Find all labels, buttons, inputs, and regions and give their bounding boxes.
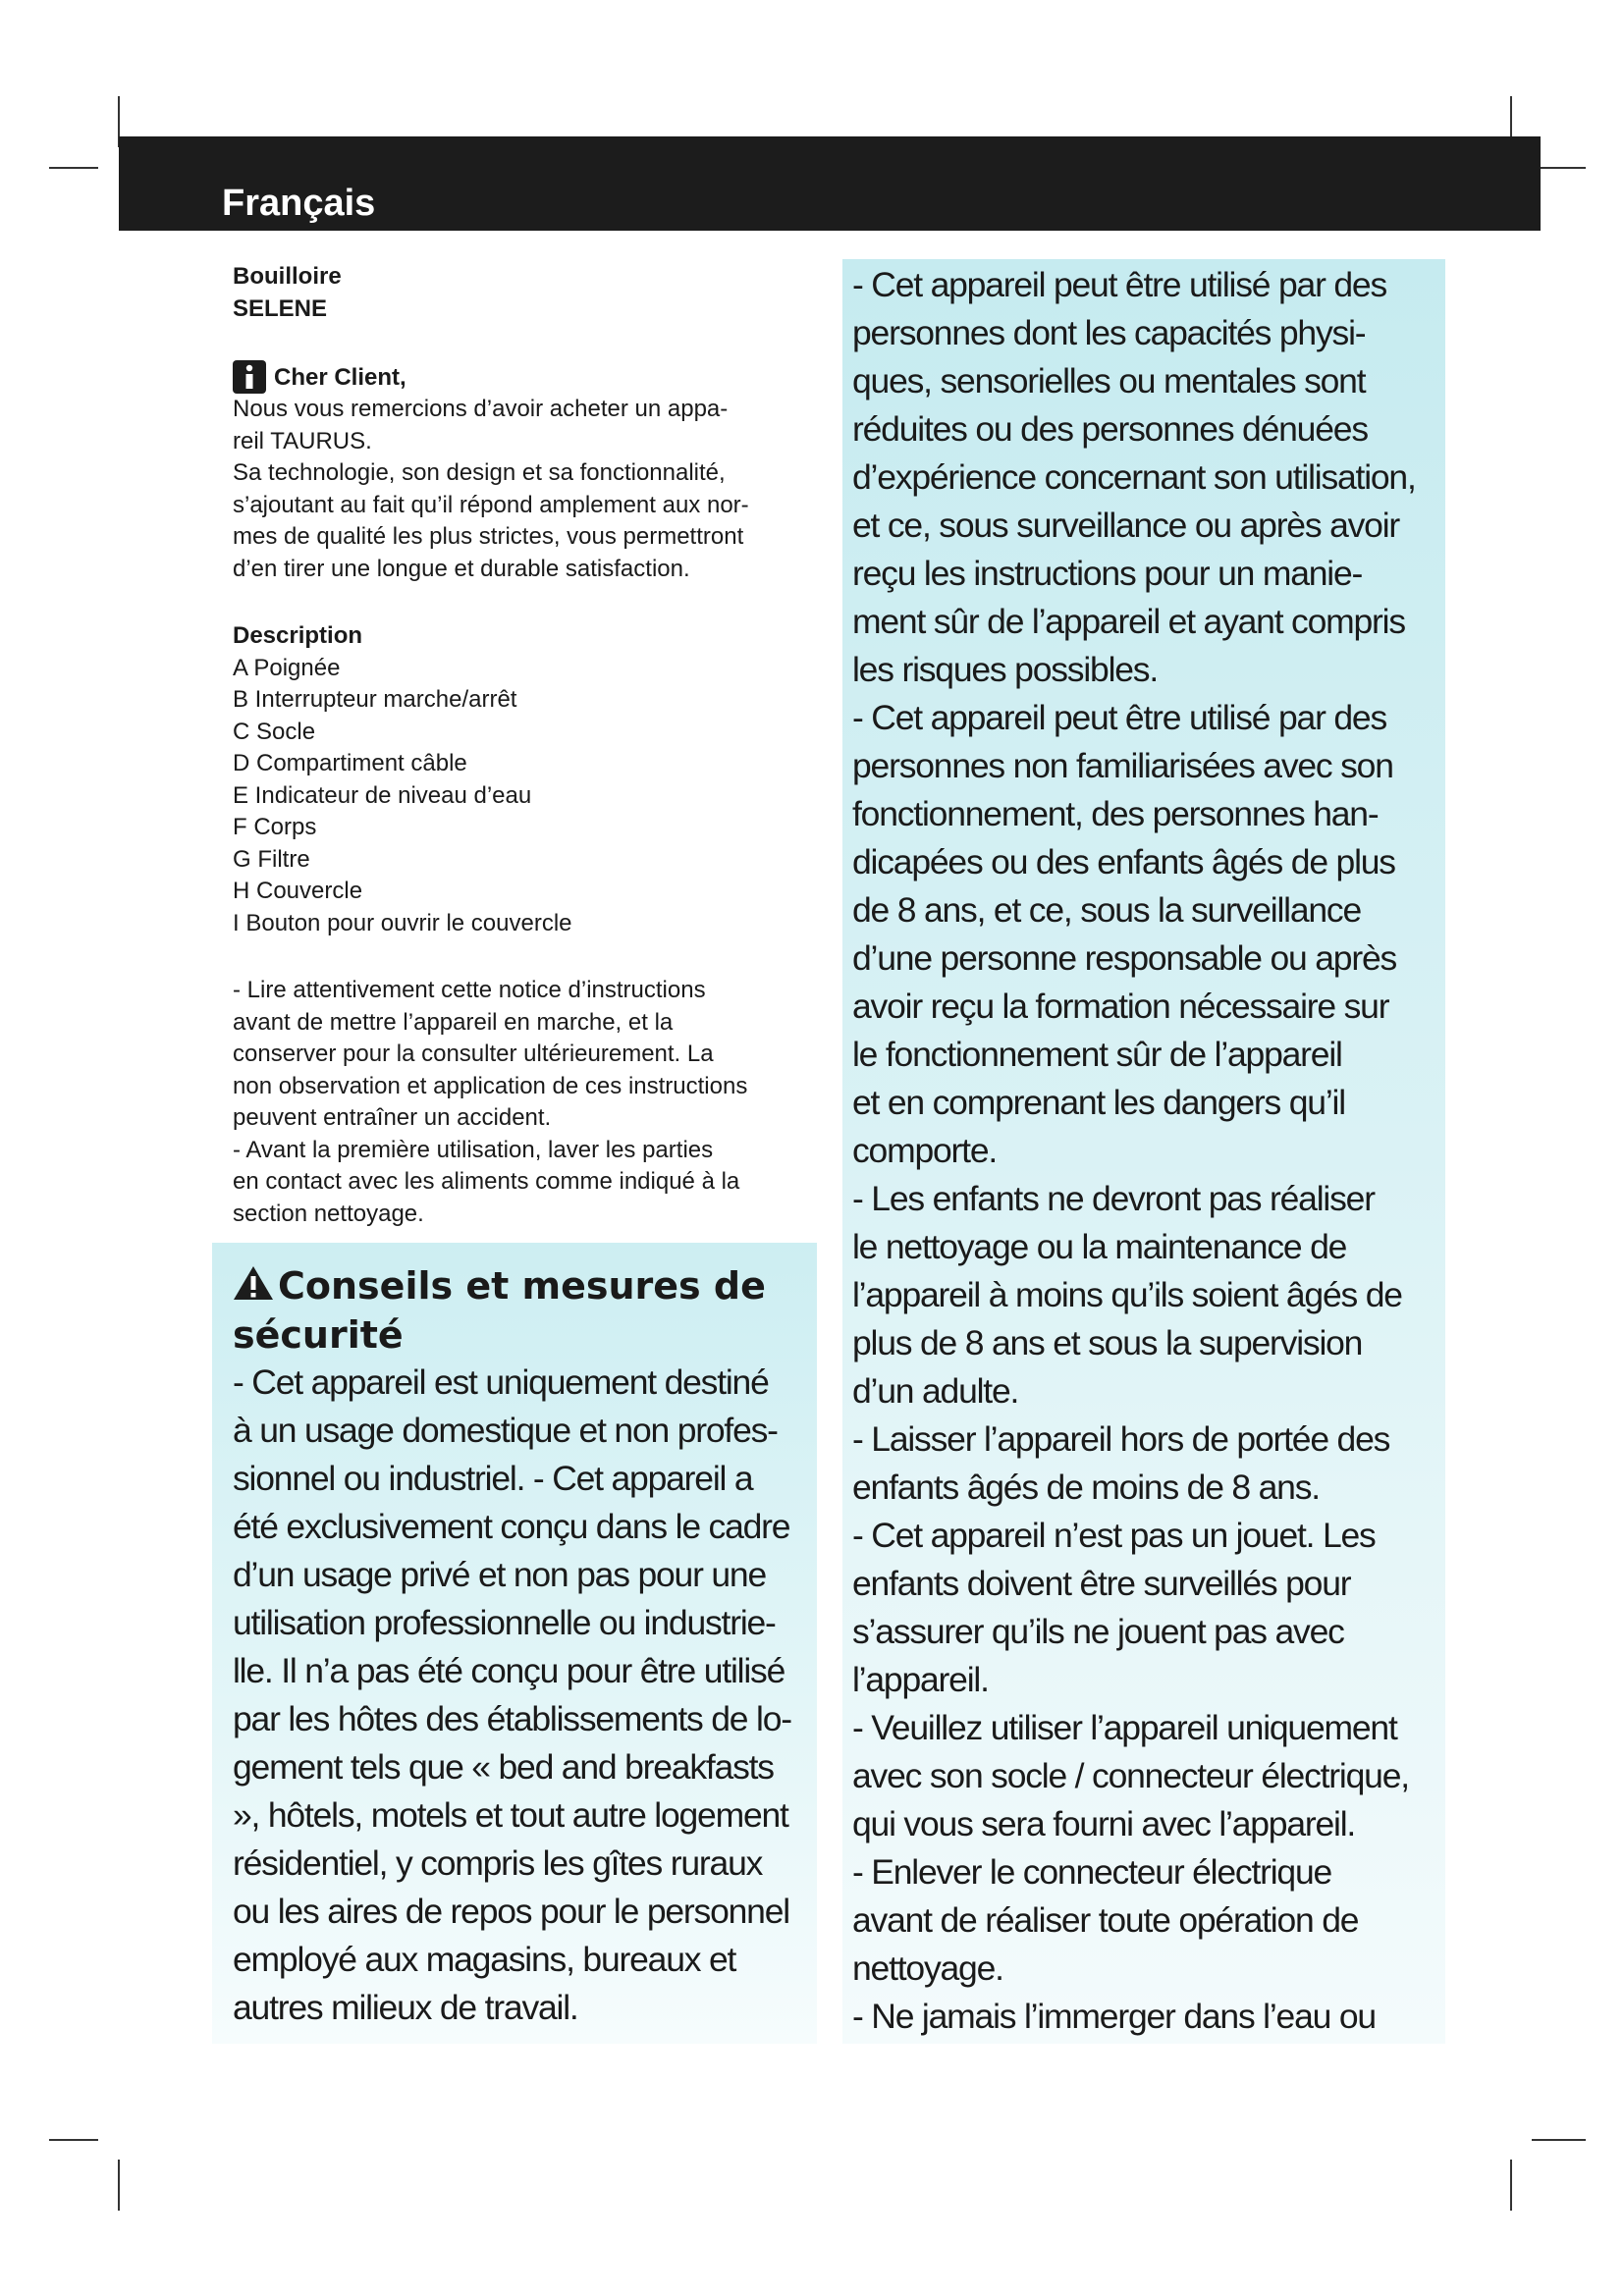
safety-line: - Cet appareil est uniquement destiné bbox=[233, 1362, 769, 1402]
right-line: d’expérience concernant son utilisation, bbox=[852, 457, 1416, 497]
safety-title-line2: sécurité bbox=[233, 1313, 404, 1357]
safety-title-line1: Conseils et mesures de bbox=[278, 1264, 766, 1308]
right-line: ques, sensorielles ou mentales sont bbox=[852, 361, 1366, 400]
right-line: avant de réaliser toute opération de bbox=[852, 1900, 1359, 1940]
left-column bbox=[233, 261, 822, 1230]
description-list bbox=[233, 653, 822, 940]
right-line: l’appareil. bbox=[852, 1660, 989, 1699]
right-line: - Laisser l’appareil hors de portée des bbox=[852, 1419, 1390, 1459]
info-icon bbox=[233, 360, 266, 394]
safety-line: », hôtels, motels et tout autre logement bbox=[233, 1795, 788, 1835]
right-column-box bbox=[842, 259, 1445, 2044]
list-item: H Couvercle bbox=[233, 878, 363, 904]
right-line: s’assurer qu’ils ne jouent pas avec bbox=[852, 1612, 1344, 1651]
note-line: section nettoyage. bbox=[233, 1200, 424, 1227]
right-line: avec son socle / connecteur électrique, bbox=[852, 1756, 1409, 1795]
right-line: - Veuillez utiliser l’appareil uniquement bbox=[852, 1708, 1397, 1747]
list-item: F Corps bbox=[233, 814, 317, 840]
right-line: et en comprenant les dangers qu’il bbox=[852, 1083, 1345, 1122]
safety-line: par les hôtes des établissements de lo- bbox=[233, 1699, 791, 1738]
right-line: - Cet appareil peut être utilisé par des bbox=[852, 265, 1386, 304]
right-line: - Cet appareil n’est pas un jouet. Les bbox=[852, 1516, 1376, 1555]
right-line: enfants doivent être surveillés pour bbox=[852, 1564, 1351, 1603]
safety-box bbox=[212, 1243, 817, 2044]
right-line: plus de 8 ans et sous la supervision bbox=[852, 1323, 1363, 1362]
note-line: non observation et application de ces instructions bbox=[233, 1072, 748, 1099]
note-line: - Avant la première utilisation, laver les parties bbox=[233, 1136, 714, 1163]
crop-mark bbox=[49, 167, 98, 169]
list-item: I Bouton pour ouvrir le couvercle bbox=[233, 909, 572, 936]
safety-line: gement tels que « bed and breakfasts bbox=[233, 1747, 774, 1787]
right-line: les risques possibles. bbox=[852, 650, 1159, 689]
right-line: l’appareil à moins qu’ils soient âgés de bbox=[852, 1275, 1402, 1314]
right-line: et ce, sous surveillance ou après avoir bbox=[852, 506, 1400, 545]
list-item: E Indicateur de niveau d’eau bbox=[233, 781, 532, 809]
note-line: en contact avec les aliments comme indiqué à la bbox=[233, 1168, 740, 1195]
product-model: SELENE bbox=[233, 294, 328, 322]
list-item: D Compartiment câble bbox=[233, 750, 467, 776]
right-line: enfants âgés de moins de 8 ans. bbox=[852, 1468, 1320, 1507]
right-line: d’un adulte. bbox=[852, 1371, 1019, 1411]
right-line: ment sûr de l’appareil et ayant compris bbox=[852, 602, 1405, 641]
warning-icon bbox=[233, 1264, 274, 1311]
intro-line: s’ajoutant au fait qu’il répond amplement aux nor- bbox=[233, 491, 749, 518]
right-line: reçu les instructions pour un manie- bbox=[852, 554, 1363, 593]
description-title: Description bbox=[233, 622, 363, 649]
crop-mark bbox=[118, 2160, 120, 2211]
right-line: de 8 ans, et ce, sous la surveillance bbox=[852, 890, 1362, 930]
right-line: - Enlever le connecteur électrique bbox=[852, 1852, 1332, 1892]
greeting: Cher Client, bbox=[274, 363, 406, 391]
right-line: fonctionnement, des personnes han- bbox=[852, 794, 1379, 833]
safety-line: d’un usage privé et non pas pour une bbox=[233, 1555, 766, 1594]
right-line: - Les enfants ne devront pas réaliser bbox=[852, 1179, 1375, 1218]
right-line: personnes dont les capacités physi- bbox=[852, 313, 1366, 352]
right-line: avoir reçu la formation nécessaire sur bbox=[852, 987, 1389, 1026]
note-line: peuvent entraîner un accident. bbox=[233, 1104, 552, 1131]
right-line: dicapées ou des enfants âgés de plus bbox=[852, 842, 1395, 881]
language-title: Français bbox=[222, 183, 376, 224]
greeting-row bbox=[233, 360, 822, 394]
right-line: qui vous sera fourni avec l’appareil. bbox=[852, 1804, 1356, 1843]
safety-line: employé aux magasins, bureaux et bbox=[233, 1940, 736, 1979]
safety-title bbox=[233, 1262, 822, 1311]
right-line: le fonctionnement sûr de l’appareil bbox=[852, 1035, 1342, 1074]
intro-line: Nous vous remercions d’avoir acheter un appa- bbox=[233, 396, 729, 422]
intro-line: d’en tirer une longue et durable satisfaction. bbox=[233, 555, 690, 582]
language-header bbox=[119, 136, 1541, 231]
safety-line: ou les aires de repos pour le personnel bbox=[233, 1892, 789, 1931]
intro-text bbox=[233, 394, 822, 585]
right-line: d’une personne responsable ou après bbox=[852, 938, 1397, 978]
right-line: - Cet appareil peut être utilisé par des bbox=[852, 698, 1386, 737]
safety-line: à un usage domestique et non profes- bbox=[233, 1411, 778, 1450]
right-line: personnes non familiarisées avec son bbox=[852, 746, 1393, 785]
intro-line: mes de qualité les plus strictes, vous permettront bbox=[233, 523, 744, 550]
right-line: nettoyage. bbox=[852, 1949, 1003, 1988]
list-item: B Interrupteur marche/arrêt bbox=[233, 686, 517, 713]
safety-line: été exclusivement conçu dans le cadre bbox=[233, 1507, 790, 1546]
note-line: conserver pour la consulter ultérieurement. La bbox=[233, 1041, 714, 1067]
list-item: C Socle bbox=[233, 718, 316, 745]
list-item: G Filtre bbox=[233, 845, 310, 873]
note-line: - Lire attentivement cette notice d’instructions bbox=[233, 977, 706, 1003]
right-line: le nettoyage ou la maintenance de bbox=[852, 1227, 1347, 1266]
safety-line: utilisation professionnelle ou industrie- bbox=[233, 1603, 776, 1642]
notes bbox=[233, 975, 822, 1230]
intro-line: reil TAURUS. bbox=[233, 427, 372, 454]
crop-mark bbox=[49, 2139, 98, 2141]
note-line: avant de mettre l’appareil en marche, et la bbox=[233, 1008, 674, 1036]
crop-mark bbox=[1532, 2139, 1586, 2141]
intro-line: Sa technologie, son design et sa fonctionnalité, bbox=[233, 459, 726, 486]
list-item: A Poignée bbox=[233, 654, 341, 681]
safety-line: résidentiel, y compris les gîtes ruraux bbox=[233, 1843, 763, 1883]
right-line: comporte. bbox=[852, 1131, 998, 1170]
safety-line: sionnel ou industriel. - Cet appareil a bbox=[233, 1459, 753, 1498]
crop-mark bbox=[1510, 2160, 1512, 2211]
safety-line: autres milieux de travail. bbox=[233, 1988, 578, 2027]
right-line: réduites ou des personnes dénuées bbox=[852, 409, 1368, 449]
product-type: Bouilloire bbox=[233, 263, 342, 290]
right-line: - Ne jamais l’immerger dans l’eau ou bbox=[852, 1997, 1376, 2036]
safety-line: lle. Il n’a pas été conçu pour être utilisé bbox=[233, 1651, 785, 1690]
